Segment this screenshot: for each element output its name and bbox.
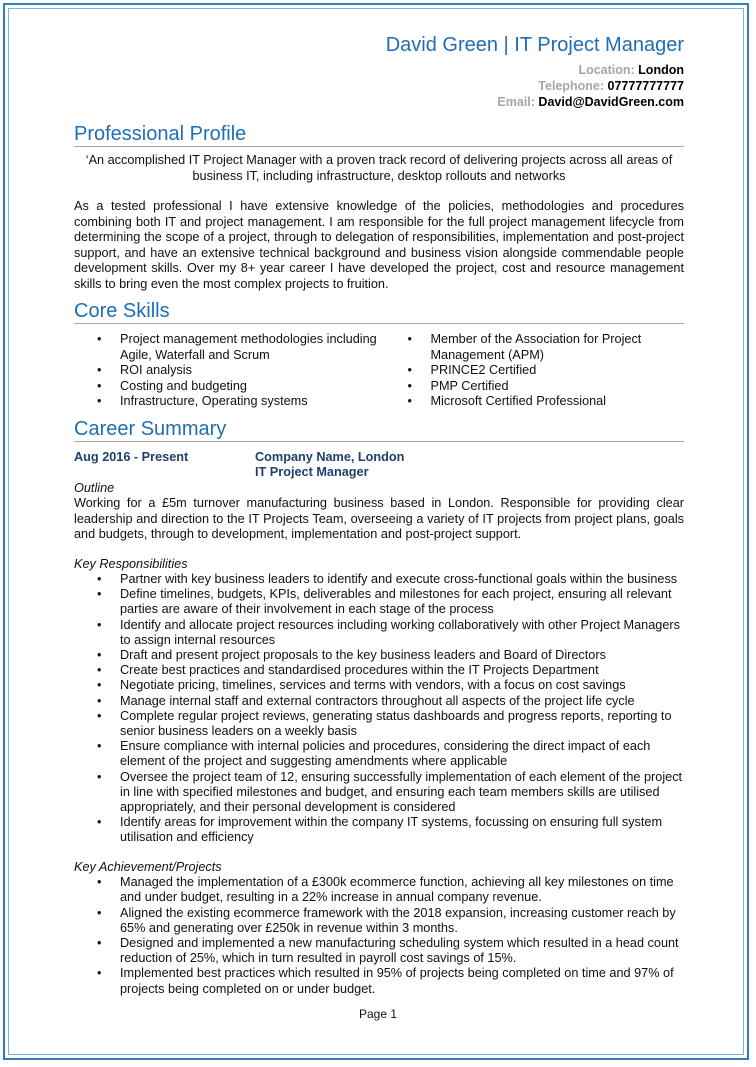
job-company-role (255, 450, 404, 481)
list-item: • Manage internal staff and external contractors throughout all aspects of the project life cycle (74, 694, 684, 709)
list-item: • Managed the implementation of a £300k ecommerce function, achieving all key milestones on time and under budget, resulting in a 22% increase in annual company revenue. (74, 875, 684, 905)
skill-item: • Member of the Association for Project Management (APM) (384, 332, 684, 363)
telephone-value: 07777777777 (607, 79, 684, 93)
email-line (74, 94, 684, 110)
skill-item: • ROI analysis (74, 363, 384, 379)
location-label: Location: (578, 63, 635, 77)
skill-item: • Infrastructure, Operating systems (74, 394, 384, 410)
telephone-label: Telephone: (538, 79, 605, 93)
list-item: • Partner with key business leaders to identify and execute cross-functional goals within the business (74, 572, 684, 587)
list-item: • Identify and allocate project resources including working collaboratively with other Project Managers to assign internal resources (74, 618, 684, 648)
outline-label: Outline (74, 480, 115, 495)
location-value: London (638, 63, 684, 77)
list-item: • Oversee the project team of 12, ensuring successfully implementation of each element of the project in line with specified milestones and budget, and ensuring each team members skills are utilised appropriately, and their personal development is considered (74, 770, 684, 816)
location-line (74, 62, 684, 78)
list-item: • Aligned the existing ecommerce framework with the 2018 expansion, increasing customer reach by 65% and generating over £250k in revenue within 3 months. (74, 906, 684, 936)
list-item: • Identify areas for improvement within the company IT systems, focussing on ensuring full system utilisation and efficiency (74, 815, 684, 845)
resume-content (74, 30, 684, 997)
page-number: Page 1 (358, 1007, 398, 1021)
skill-item: • PMP Certified (384, 379, 684, 395)
list-item: • Complete regular project reviews, generating status dashboards and progress reports, reporting to senior business leaders on a weekly basis (74, 709, 684, 739)
skill-item: • Costing and budgeting (74, 379, 384, 395)
skills-list (74, 332, 684, 410)
list-item: • Designed and implemented a new manufacturing scheduling system which resulted in a head count reduction of 25%, which in turn resulted in payroll cost savings of 15%. (74, 936, 684, 966)
job-role: IT Project Manager (255, 465, 369, 479)
skill-item: • Project management methodologies including Agile, Waterfall and Scrum (74, 332, 384, 363)
email-value: David@DavidGreen.com (538, 95, 684, 109)
name-title: David Green | IT Project Manager (385, 34, 684, 56)
profile-body: As a tested professional I have extensive knowledge of the policies, methodologies and procedures combining both IT and project management. I am responsible for the full project management lifecycle from determining the scope of a project, through to delegation of responsibilities, implementation and post-project support, and have an extensive technical background and business vision alongside commendable people development skills. Over my 8+ year career I have developed the project, cost and resource management skills to bring even the most complex projects to fruition. (74, 199, 684, 291)
job-company: Company Name, London (255, 449, 405, 464)
list-item: • Draft and present project proposals to the key business leaders and Board of Directors (74, 648, 684, 663)
achievements-label: Key Achievement/Projects (74, 859, 222, 874)
skills-right-column (384, 332, 684, 410)
email-label: Email: (497, 95, 535, 109)
outline-body: Working for a £5m turnover manufacturing business based in London. Responsible for providing clear leadership and direction to the IT Projects Team, overseeing a variety of IT projects from project plans, goals and budgets, through to development, implementation and post-project support. (74, 496, 684, 541)
job-header (74, 450, 684, 481)
telephone-line (74, 78, 684, 94)
profile-heading: Professional Profile (74, 122, 684, 147)
list-item: • Create best practices and standardised procedures within the IT Projects Department (74, 663, 684, 678)
resume-header (74, 32, 684, 110)
skills-left-column (74, 332, 384, 410)
responsibilities-label: Key Responsibilities (74, 556, 188, 571)
skill-item: • PRINCE2 Certified (384, 363, 684, 379)
list-item: • Ensure compliance with internal policies and procedures, considering the direct impact of each element of the project and suggesting amendments where applicable (74, 739, 684, 769)
profile-quote: ‘An accomplished IT Project Manager with a proven track record of delivering projects across all areas of business IT, including infrastructure, desktop rollouts and networks (85, 153, 673, 183)
job-date: Aug 2016 - Present (74, 449, 189, 464)
list-item: • Define timelines, budgets, KPIs, deliverables and milestones for each project, ensuring all relevant parties are aware of their involvement in each stage of the process (74, 587, 684, 617)
skill-item: • Microsoft Certified Professional (384, 394, 684, 410)
list-item: • Negotiate pricing, timelines, services and terms with vendors, with a focus on cost savings (74, 678, 684, 693)
career-heading: Career Summary (74, 417, 684, 442)
skills-heading: Core Skills (74, 299, 684, 324)
achievements-list (74, 875, 684, 997)
list-item: • Implemented best practices which resulted in 95% of projects being completed on time and 97% of projects being completed on or under budget. (74, 966, 684, 996)
responsibilities-list (74, 572, 684, 846)
